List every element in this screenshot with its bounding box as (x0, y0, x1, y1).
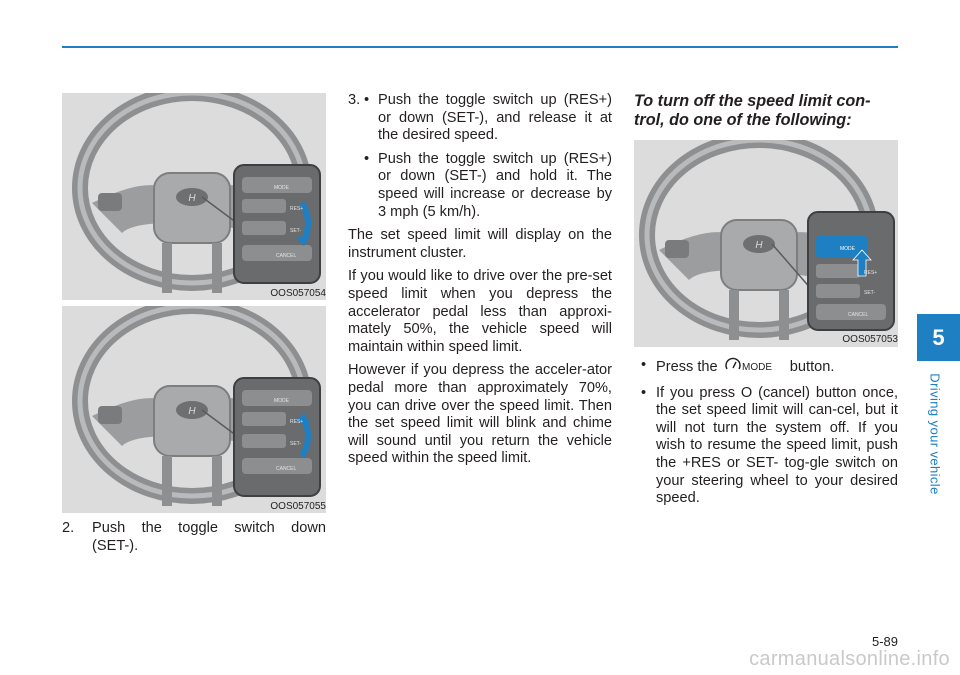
bullet-text-pre: Press the (656, 359, 718, 375)
step-number: 3. (348, 92, 361, 108)
svg-text:H: H (755, 240, 763, 251)
cancel-bullet (634, 385, 898, 508)
mode-label: MODE (840, 246, 855, 252)
bullet-icon: • (641, 357, 647, 373)
step-text: Push the toggle switch down (SET-). (92, 520, 326, 554)
right-column-bullets (634, 357, 898, 514)
right-column (634, 92, 898, 142)
set-label: SET- (864, 290, 876, 296)
step-number: 2. (62, 520, 75, 536)
bullet-icon: • (364, 150, 370, 167)
left-column (62, 520, 326, 561)
cancel-label: CANCEL (276, 466, 297, 472)
bullet-text: If you press O (cancel) button once, the set speed limit will can-cel, but it will not turn the system off. If you wish to resume the speed limit, push the +RES or SET- tog-gle switch on your steering wheel to your desired speed. (656, 384, 898, 507)
res-label: RES+ (290, 419, 304, 425)
top-rule (62, 46, 898, 48)
heading-line-1: To turn off the speed limit con- (634, 92, 871, 110)
paragraph-exceed-limit: However if you depress the acceler-ator pedal more than approximately 70%, you can drive over the speed limit. Then the set speed limit will blink and chime will sound until you return the vehicle speed within the speed limit. (348, 362, 612, 467)
step-3-bullet-2 (348, 151, 612, 221)
middle-column (348, 92, 612, 474)
steering-wheel-figure-2 (62, 306, 326, 513)
paragraph-display: The set speed limit will display on the instrument cluster. (348, 227, 612, 261)
heading-line-2: trol, do one of the following: (634, 111, 852, 129)
chapter-tab: 5 (917, 314, 960, 361)
press-mode-bullet (634, 357, 898, 379)
bullet-text: Push the toggle switch up (RES+) or down (SET-) and hold it. The speed will increase or decrease by 3 mph (5 km/h). (378, 150, 612, 220)
svg-text:H: H (188, 193, 196, 204)
speed-limit-mode-icon (724, 357, 784, 379)
figure-caption-1: OOS057054 (270, 288, 326, 299)
watermark: carmanualsonline.info (749, 648, 950, 670)
step-2 (62, 520, 326, 555)
figure-caption-3: OOS057053 (842, 334, 898, 345)
bullet-icon: • (364, 92, 370, 108)
bullet-text-post: button. (789, 359, 835, 375)
bullet-text: Push the toggle switch up (RES+) or down (SET-), and release it at the desired speed. (378, 92, 612, 144)
steering-wheel-figure-3 (634, 140, 898, 347)
set-label: SET- (290, 441, 302, 447)
steering-wheel-figure-1 (62, 93, 326, 300)
svg-text:H: H (188, 406, 196, 417)
res-label: RES+ (290, 206, 304, 212)
res-label: RES+ (864, 270, 878, 276)
mode-label: MODE (274, 398, 289, 404)
step-3-bullet-1 (348, 92, 612, 145)
bullet-icon: • (641, 384, 647, 401)
chapter-title (925, 368, 945, 500)
figure-caption-2: OOS057055 (270, 501, 326, 512)
section-heading (634, 92, 898, 130)
paragraph-over-limit: If you would like to drive over the pre-set speed limit when you depress the accelerator pedal less than approxi-mately 50%, the vehicle speed will maintain within speed limit. (348, 268, 612, 355)
cancel-label: CANCEL (848, 312, 869, 318)
page-number: 5-89 (871, 634, 898, 649)
mode-icon-label: MODE (741, 362, 772, 373)
set-label: SET- (290, 228, 302, 234)
chapter-title-text: Driving your vehicle (927, 373, 943, 495)
cancel-label: CANCEL (276, 253, 297, 259)
mode-label: MODE (274, 185, 289, 191)
